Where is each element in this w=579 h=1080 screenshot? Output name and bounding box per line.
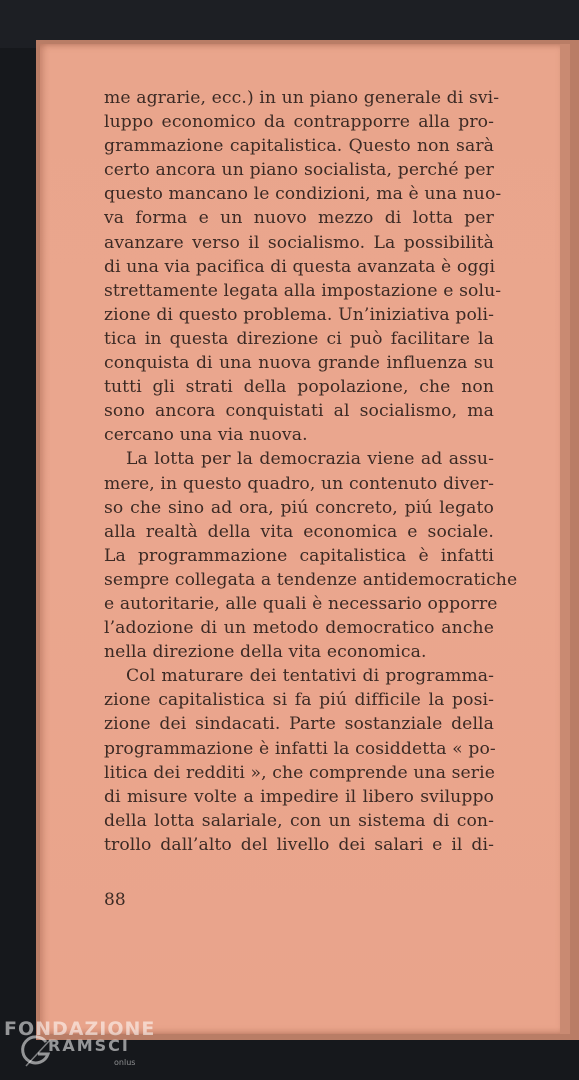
- text-line: certo ancora un piano socialista, perché per: [104, 160, 494, 181]
- page-body-text: [104, 86, 518, 857]
- text-line: di misure volte a impedire il libero sviluppo: [104, 786, 494, 807]
- text-line: grammazione capitalistica. Questo non sarà: [104, 136, 494, 157]
- text-line: strettamente legata alla impostazione e solu-: [104, 280, 502, 301]
- text-line: me agrarie, ecc.) in un piano generale di svi-: [104, 88, 500, 108]
- text-line: alla realtà della vita economica e sociale.: [104, 521, 494, 542]
- watermark-text: RAMSCI: [48, 1036, 130, 1055]
- text-line: zione dei sindacati. Parte sostanziale della: [104, 714, 494, 735]
- text-line: litica dei redditi », che comprende una serie: [104, 762, 495, 783]
- watermark-logo: [0, 1010, 180, 1080]
- text-line: La lotta per la democrazia viene ad assu-: [126, 449, 494, 470]
- text-line: La programmazione capitalistica è infatti: [104, 545, 494, 566]
- text-line: trollo dall’alto del livello dei salari e il di-: [104, 834, 494, 855]
- text-line: tica in questa direzione ci può facilitare la: [104, 328, 494, 349]
- watermark-text: onlus: [114, 1058, 136, 1067]
- text-line: di una via pacifica di questa avanzata è oggi: [104, 256, 496, 277]
- text-line: avanzare verso il socialismo. La possibilità: [104, 232, 494, 253]
- text-line: tutti gli strati della popolazione, che non: [104, 377, 494, 398]
- text-line: nella direzione della vita economica.: [104, 642, 427, 663]
- watermark-text: FONDAZIONE: [4, 1018, 156, 1040]
- text-line: conquista di una nuova grande influenza su: [104, 353, 494, 374]
- text-line: e autoritarie, alle quali è necessario opporre: [104, 593, 498, 614]
- text-line: va forma e un nuovo mezzo di lotta per: [104, 208, 494, 229]
- text-line: sempre collegata a tendenze antidemocratiche: [104, 569, 518, 590]
- page-binding-shadow: [560, 44, 570, 1034]
- text-line: luppo economico da contrapporre alla pro-: [104, 112, 494, 133]
- text-line: zione di questo problema. Un’iniziativa poli-: [104, 304, 494, 325]
- text-line: questo mancano le condizioni, ma è una nuo-: [104, 184, 502, 205]
- text-line: della lotta salariale, con un sistema di con-: [104, 810, 494, 831]
- text-line: mere, in questo quadro, un contenuto diver-: [104, 473, 494, 494]
- text-line: zione capitalistica si fa piú difficile la posi-: [104, 690, 494, 711]
- text-line: programmazione è infatti la cosiddetta « po-: [104, 738, 496, 759]
- text-line: so che sino ad ora, piú concreto, piú legato: [104, 497, 494, 518]
- text-line: l’adozione di un metodo democratico anche: [104, 618, 494, 639]
- text-line: sono ancora conquistati al socialismo, ma: [104, 401, 494, 422]
- text-line: cercano una via nuova.: [104, 425, 308, 446]
- page-number: 88: [104, 890, 126, 910]
- text-line: Col maturare dei tentativi di programma-: [126, 666, 494, 687]
